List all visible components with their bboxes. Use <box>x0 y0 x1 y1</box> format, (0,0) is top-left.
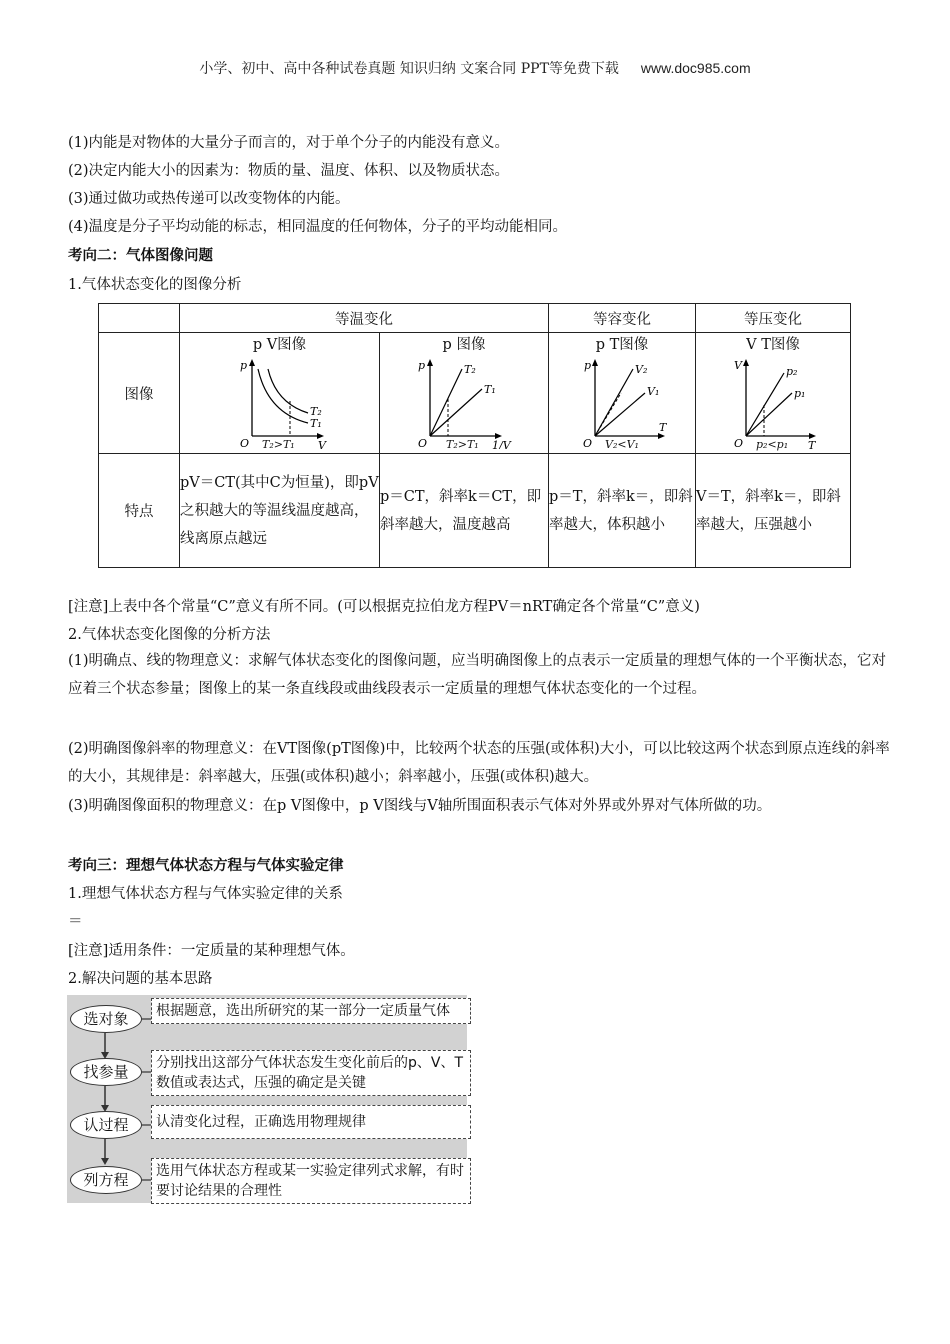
step-identify-process: 认过程 <box>70 1111 142 1139</box>
feature-isothermal-pv: pV＝CT(其中C为恒量)，即pV之积越大的等温线温度越高，线离原点越远 <box>180 454 380 568</box>
header-site-link[interactable]: www.doc985.com <box>640 60 751 76</box>
curve-label: T₁ <box>484 383 496 396</box>
curve-label: p₁ <box>794 387 806 400</box>
graph-title: p V图像 <box>252 337 307 353</box>
section2-sub1: 1.气体状态变化的图像分析 <box>68 277 242 293</box>
curve-label: T₂ <box>464 363 476 376</box>
feature-isobaric: V＝T，斜率k＝，即斜率越大，压强越小 <box>696 454 851 568</box>
curve-label: V₁ <box>647 385 660 398</box>
graph-title: p 图像 <box>442 337 486 353</box>
header-isothermal: 等温变化 <box>180 304 549 333</box>
graph-cell-pt <box>549 333 696 454</box>
page-header <box>0 58 950 78</box>
section2-note: [注意]上表中各个常量“C”意义有所不同。(可以根据克拉伯龙方程PV＝nRT确定各个常量“C”意义) <box>68 599 700 615</box>
step-list-equation-desc: 选用气体状态方程或某一实验定律列式求解，有时要讨论结果的合理性 <box>151 1158 471 1204</box>
solution-flowchart <box>67 995 467 1203</box>
graph-condition: V₂<V₁ <box>605 438 639 451</box>
curve-label: T₂ <box>310 405 322 418</box>
axis-label: T <box>808 439 816 449</box>
header-isobaric: 等压变化 <box>696 304 851 333</box>
axis-label: T <box>659 421 667 434</box>
step-find-parameters: 找参量 <box>70 1058 142 1086</box>
pv-isotherm-graph <box>180 355 379 449</box>
axis-label: p <box>418 359 426 372</box>
method-2: (2)明确图像斜率的物理意义：在VT图像(pT图像)中，比较两个状态的压强(或体积)大小，可以比较这两个状态到原点连线的斜率的大小，其规律是：斜率越大，压强(或体积)越小；斜率越小，压强(或体积)越大。 <box>68 741 890 785</box>
method-1: (1)明确点、线的物理意义：求解气体状态变化的图像问题，应当明确图像上的点表示一定质量的理想气体的一个平衡状态，它对应着三个状态参量；图像上的某一条直线段或曲线段表示一定质量的理想气体状态变化的一个过程。 <box>68 653 887 697</box>
axis-label: p <box>584 359 592 372</box>
p-invv-graph <box>380 355 548 449</box>
step-list-equation: 列方程 <box>70 1166 142 1194</box>
vt-isobar-graph <box>696 355 850 449</box>
section2-sub2: 2.气体状态变化图像的分析方法 <box>68 627 271 643</box>
feature-isothermal-p-invv: p＝CT，斜率k＝CT，即斜率越大，温度越高 <box>380 454 549 568</box>
note-4: (4)温度是分子平均动能的标志，相同温度的任何物体，分子的平均动能相同。 <box>68 219 568 235</box>
curve-label: V₂ <box>635 363 648 376</box>
graph-condition: T₂>T₁ <box>446 438 479 451</box>
step-select-object: 选对象 <box>70 1005 142 1033</box>
header-text: 小学、初中、高中各种试卷真题 知识归纳 文案合同 PPT等免费下载 <box>199 61 619 77</box>
section3-note: [注意]适用条件：一定质量的某种理想气体。 <box>68 943 355 959</box>
section3-sub2: 2.解决问题的基本思路 <box>68 971 213 987</box>
graph-condition: T₂>T₁ <box>262 438 295 451</box>
graph-cell-vt <box>696 333 851 454</box>
origin-label: O <box>240 437 250 449</box>
origin-label: O <box>418 437 428 449</box>
note-3: (3)通过做功或热传递可以改变物体的内能。 <box>68 191 350 207</box>
row-label-image: 图像 <box>99 333 180 454</box>
equation-placeholder: ＝ <box>68 914 83 930</box>
graph-cell-p-invv <box>380 333 549 454</box>
curve-label: T₁ <box>310 417 322 430</box>
graph-cell-pv <box>180 333 380 454</box>
section2-title: 考向二：气体图像问题 <box>68 248 213 264</box>
step-identify-process-desc: 认清变化过程，正确选用物理规律 <box>151 1105 471 1139</box>
axis-label: p <box>240 359 248 372</box>
method-3: (3)明确图像面积的物理意义：在p V图像中，p V图线与V轴所围面积表示气体对外界或外界对气体所做的功。 <box>68 798 772 814</box>
graph-title: V T图像 <box>746 337 800 353</box>
graph-title: p T图像 <box>595 337 649 353</box>
step-find-parameters-desc: 分别找出这部分气体状态发生变化前后的p、V、T数值或表达式，压强的确定是关键 <box>151 1050 471 1096</box>
note-1: (1)内能是对物体的大量分子而言的，对于单个分子的内能没有意义。 <box>68 135 510 151</box>
section3-title: 考向三：理想气体状态方程与气体实验定律 <box>68 858 344 874</box>
step-select-object-desc: 根据题意，选出所研究的某一部分一定质量气体 <box>151 998 471 1024</box>
gas-graph-table <box>98 303 851 568</box>
graph-condition: p₂<p₁ <box>756 438 789 451</box>
axis-label: V <box>318 439 326 449</box>
note-2: (2)决定内能大小的因素为：物质的量、温度、体积、以及物质状态。 <box>68 163 510 179</box>
feature-isochoric: p＝T，斜率k＝，即斜率越大，体积越小 <box>549 454 696 568</box>
header-isochoric: 等容变化 <box>549 304 696 333</box>
section3-sub1: 1.理想气体状态方程与气体实验定律的关系 <box>68 886 343 902</box>
curve-label: p₂ <box>786 365 798 378</box>
axis-label: V <box>734 359 742 372</box>
row-label-feature: 特点 <box>99 454 180 568</box>
pt-isochore-graph <box>549 355 695 449</box>
axis-label: 1/V <box>492 439 511 449</box>
origin-label: O <box>583 437 593 449</box>
origin-label: O <box>734 437 744 449</box>
